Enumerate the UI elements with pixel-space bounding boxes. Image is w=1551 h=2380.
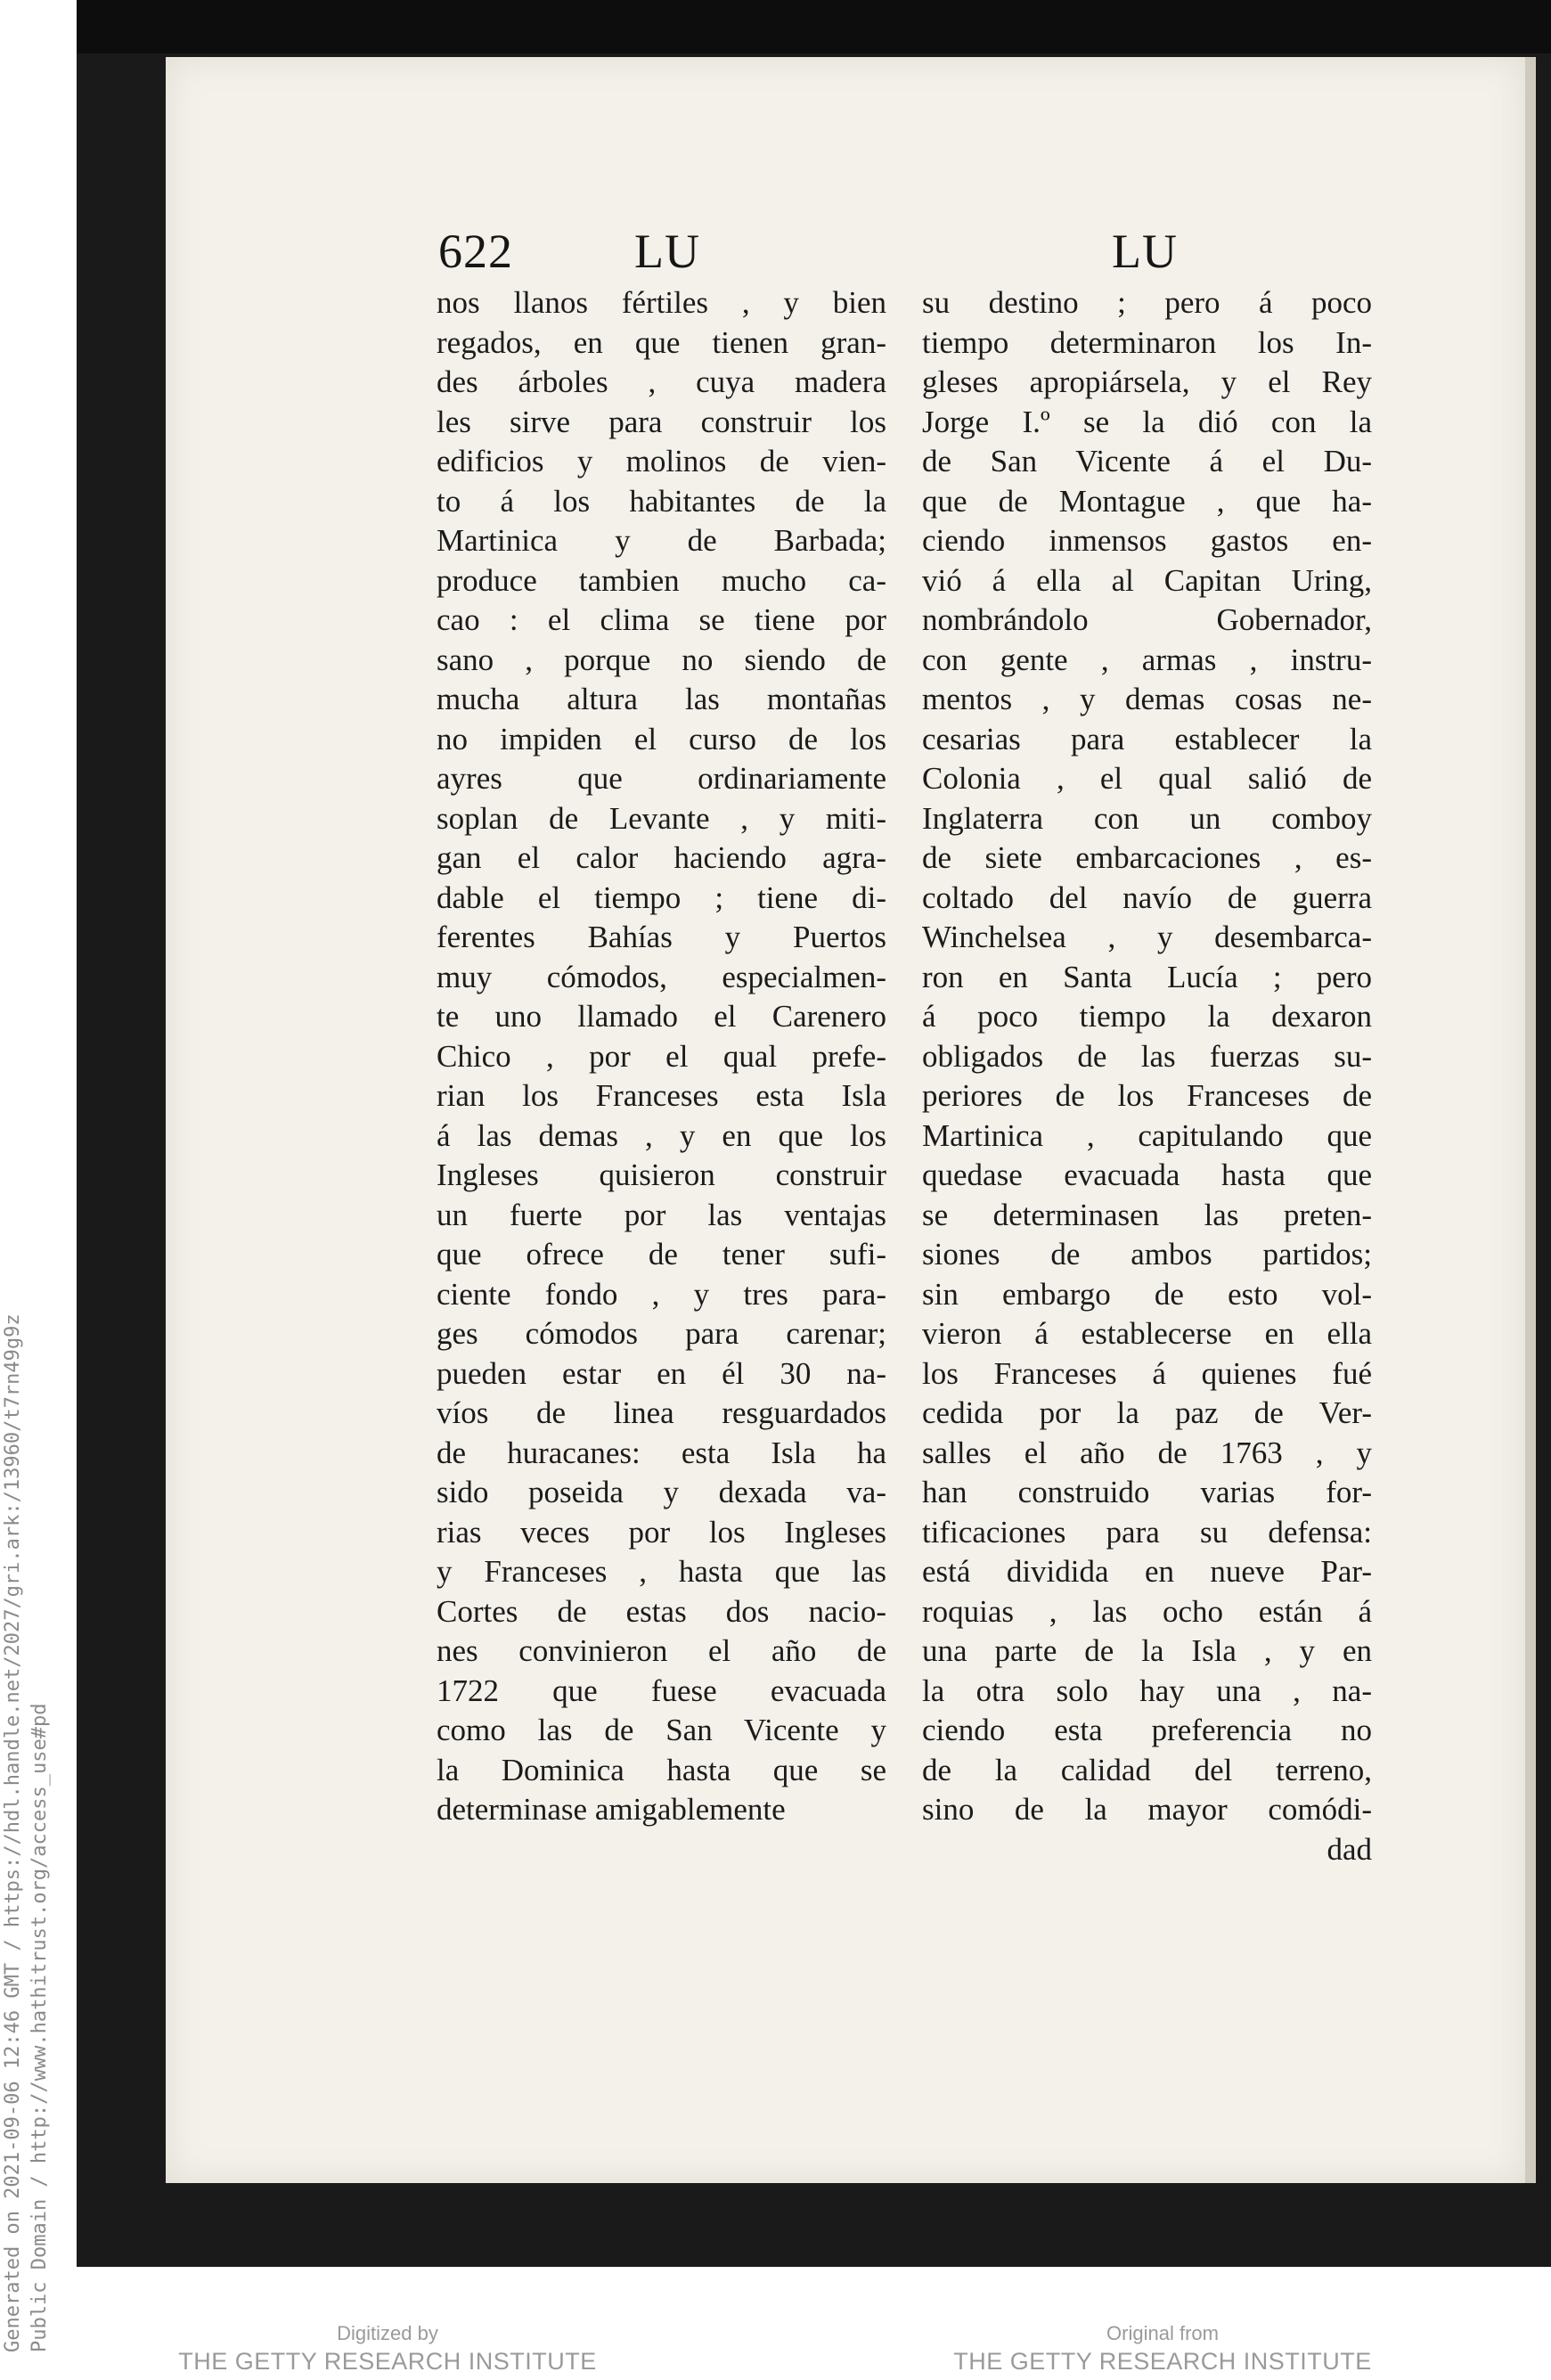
text-line: Winchelsea , y desembarca-: [922, 920, 1372, 954]
text-line: determinase amigablemente: [437, 1792, 786, 1827]
text-line: de San Vicente á el Du-: [922, 444, 1372, 478]
text-line: mucha altura las montañas: [437, 682, 886, 716]
hathitrust-watermark: [0, 1313, 53, 2352]
text-line: ayres que ordinariamente: [437, 761, 886, 796]
text-line: sin embargo de esto vol-: [922, 1276, 1372, 1312]
text-line: mentos , y demas cosas ne-: [922, 682, 1372, 716]
text-line: un fuerte por las ventajas: [437, 1197, 886, 1232]
text-line: te uno llamado el Carenero: [437, 999, 886, 1034]
text-line: soplan de Levante , y miti-: [437, 800, 886, 836]
original-from-credit: [944, 2321, 1381, 2376]
text-line: coltado del navío de guerra: [922, 879, 1372, 915]
left-running-head: LU: [634, 225, 700, 278]
text-line: ciendo esta preferencia no: [922, 1713, 1372, 1747]
text-line: de siete embarcaciones , es-: [922, 840, 1372, 875]
text-line: una parte de la Isla , y en: [922, 1633, 1372, 1668]
text-line: Martinica y de Barbada;: [437, 523, 886, 558]
text-line: sido poseida y dexada va-: [437, 1475, 886, 1509]
text-line: cedida por la paz de Ver-: [922, 1395, 1372, 1430]
right-text-column: [922, 283, 1372, 1869]
text-line: muy cómodos, especialmen-: [437, 959, 886, 994]
text-line: roquias , las ocho están á: [922, 1593, 1372, 1629]
text-line: que ofrece de tener sufi-: [437, 1237, 886, 1272]
text-line: nombrándolo Gobernador,: [922, 602, 1372, 637]
text-line: des árboles , cuya madera: [437, 364, 886, 399]
text-line: edificios y molinos de vien-: [437, 444, 886, 478]
text-line: ciendo inmensos gastos en-: [922, 523, 1372, 558]
text-line: con gente , armas , instru-: [922, 642, 1372, 677]
text-line: obligados de las fuerzas su-: [922, 1038, 1372, 1074]
text-line: vió á ella al Capitan Uring,: [922, 562, 1372, 598]
text-line: nos llanos fértiles , y bien: [437, 285, 886, 320]
page-number: 622: [438, 225, 513, 278]
text-line: dable el tiempo ; tiene di-: [437, 879, 886, 915]
text-line: sano , porque no siendo de: [437, 642, 886, 677]
text-line: cao : el clima se tiene por: [437, 602, 886, 637]
text-line: les sirve para construir los: [437, 404, 886, 439]
digitized-by-institution: THE GETTY RESEARCH INSTITUTE: [178, 2348, 597, 2375]
text-line: to á los habitantes de la: [437, 483, 886, 519]
watermark-line-2: Public Domain / http://www.hathitrust.org/access_use#pd: [29, 1703, 51, 2352]
text-line: víos de linea resguardados: [437, 1395, 886, 1430]
original-from-label: Original from: [1106, 2322, 1219, 2344]
text-line: á las demas , y en que los: [437, 1117, 886, 1153]
text-line: la otra solo hay una , na-: [922, 1673, 1372, 1708]
text-line: regados, en que tienen gran-: [437, 324, 886, 360]
text-line: se determinasen las preten-: [922, 1197, 1372, 1232]
text-line: no impiden el curso de los: [437, 721, 886, 757]
digitized-by-label: Digitized by: [337, 2322, 438, 2344]
text-line: nes convinieron el año de: [437, 1633, 886, 1668]
text-line: salles el año de 1763 , y: [922, 1435, 1372, 1470]
text-line: Ingleses quisieron construir: [437, 1157, 886, 1192]
text-line: periores de los Franceses de: [922, 1078, 1372, 1113]
right-running-head: LU: [1112, 225, 1178, 278]
text-line: pueden estar en él 30 na-: [437, 1355, 886, 1391]
text-line: gan el calor haciendo agra-: [437, 840, 886, 875]
scan-top-border: [77, 0, 1551, 53]
text-line: cesarias para establecer la: [922, 721, 1372, 757]
text-line: tificaciones para su defensa:: [922, 1514, 1372, 1550]
digitized-by-credit: [169, 2321, 606, 2376]
text-line: ferentes Bahías y Puertos: [437, 920, 886, 954]
text-line: Cortes de estas dos nacio-: [437, 1593, 886, 1629]
text-line: Colonia , el qual salió de: [922, 761, 1372, 796]
text-line: 1722 que fuese evacuada: [437, 1673, 886, 1708]
text-line: Martinica , capitulando que: [922, 1117, 1372, 1153]
left-text-column: [437, 283, 886, 1830]
text-line: está dividida en nueve Par-: [922, 1554, 1372, 1589]
text-line: los Franceses á quienes fué: [922, 1355, 1372, 1391]
text-line: que de Montague , que ha-: [922, 483, 1372, 519]
text-line: como las de San Vicente y: [437, 1713, 886, 1747]
text-line: su destino ; pero á poco: [922, 285, 1372, 320]
text-line: de huracanes: esta Isla ha: [437, 1435, 886, 1470]
text-line: rian los Franceses esta Isla: [437, 1078, 886, 1113]
text-line: ciente fondo , y tres para-: [437, 1276, 886, 1312]
text-line: sino de la mayor comódi-: [922, 1792, 1372, 1827]
original-from-institution: THE GETTY RESEARCH INSTITUTE: [953, 2348, 1372, 2375]
text-line: á poco tiempo la dexaron: [922, 999, 1372, 1034]
text-line: tiempo determinaron los In-: [922, 324, 1372, 360]
text-line: produce tambien mucho ca-: [437, 562, 886, 598]
text-line: siones de ambos partidos;: [922, 1237, 1372, 1272]
text-line: y Franceses , hasta que las: [437, 1554, 886, 1589]
text-line: ges cómodos para carenar;: [437, 1316, 886, 1351]
text-line: vieron á establecerse en ella: [922, 1316, 1372, 1351]
text-line: gleses apropiársela, y el Rey: [922, 364, 1372, 399]
text-line: ron en Santa Lucía ; pero: [922, 959, 1372, 994]
text-line: Inglaterra con un comboy: [922, 800, 1372, 836]
watermark-line-1: Generated on 2021-09-06 12:46 GMT / https://hdl.handle.net/2027/gri.ark:/13960/t7rn49g9z: [2, 1313, 24, 2352]
text-line: quedase evacuada hasta que: [922, 1157, 1372, 1192]
text-line: Chico , por el qual prefe-: [437, 1038, 886, 1074]
text-line: dad: [1327, 1831, 1372, 1867]
text-line: la Dominica hasta que se: [437, 1752, 886, 1787]
text-line: Jorge I.º se la dió con la: [922, 404, 1372, 439]
text-line: rias veces por los Ingleses: [437, 1514, 886, 1550]
page-edge: [1525, 57, 1536, 2183]
text-line: de la calidad del terreno,: [922, 1752, 1372, 1787]
text-line: han construido varias for-: [922, 1475, 1372, 1509]
